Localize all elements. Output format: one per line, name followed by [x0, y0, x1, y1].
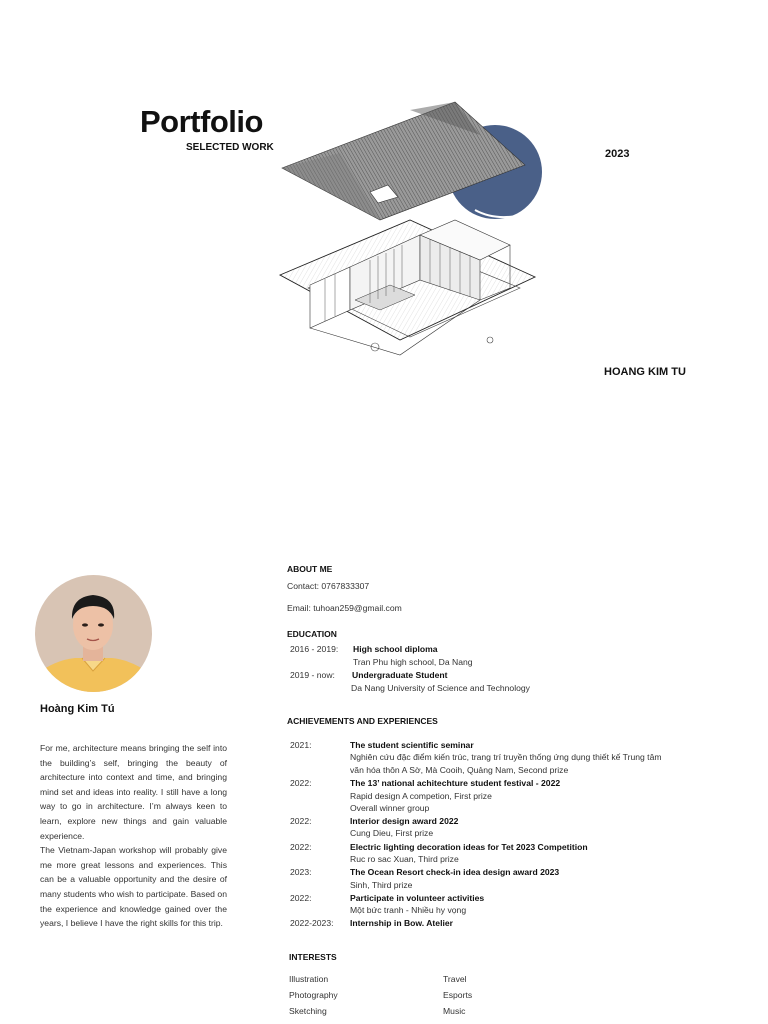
- achievement-detail: Overall winner group: [350, 803, 430, 813]
- contact-phone: Contact: 0767833307: [287, 581, 370, 591]
- education-years: 2016 - 2019:: [290, 644, 339, 654]
- avatar: [35, 575, 152, 692]
- interest-item: Illustration: [289, 974, 329, 984]
- achievement-detail: văn hóa thôn A Sờ, Mà Cooih, Quảng Nam, Second prize: [350, 765, 569, 775]
- achievement-detail: Cung Dieu, First prize: [350, 828, 434, 838]
- achievement-title: The 13’ national achitechture student festival - 2022: [350, 778, 561, 788]
- achievement-year: 2022:: [290, 842, 312, 852]
- achievement-year: 2021:: [290, 740, 312, 750]
- achievement-year: 2022-2023:: [290, 918, 334, 928]
- education-title: Undergraduate Student: [352, 670, 448, 680]
- bio-paragraph: The Vietnam-Japan workshop will probably give me more great lessons and experiences. This can be a valuable opportunity and the desire of many students who wish to participate. Based on the experience and knowledge gained over the years, I believe I have the right skills for this trip.: [40, 845, 227, 929]
- interest-item: Travel: [443, 974, 467, 984]
- achievement-detail: Sinh, Third prize: [350, 880, 413, 890]
- education-heading: EDUCATION: [287, 629, 337, 639]
- education-years: 2019 - now:: [290, 670, 335, 680]
- bio-text: [40, 741, 227, 931]
- education-detail: Da Nang University of Science and Technology: [351, 683, 530, 693]
- author-name: HOANG KIM TU: [604, 366, 686, 378]
- achievement-title: The Ocean Resort check-in idea design award 2023: [350, 867, 560, 877]
- achievement-detail: Ruc ro sac Xuan, Third prize: [350, 854, 459, 864]
- achievements-heading: ACHIEVEMENTS AND EXPERIENCES: [287, 716, 438, 726]
- achievement-title: Interior design award 2022: [350, 816, 459, 826]
- interest-item: Music: [443, 1006, 466, 1016]
- architecture-axonometric-illustration: [270, 95, 570, 390]
- portfolio-subtitle: SELECTED WORK: [186, 142, 274, 153]
- education-title: High school diploma: [353, 644, 438, 654]
- interest-item: Sketching: [289, 1006, 327, 1016]
- achievement-detail: Rapid design A competion, First prize: [350, 791, 492, 801]
- interest-item: Esports: [443, 990, 473, 1000]
- achievement-year: 2023:: [290, 867, 312, 877]
- bio-paragraph: For me, architecture means bringing the self into the building’s self, bringing the beauty of architecture into context and time, and bringing mind set and ideas into reality. I still have a long way to go in architecture. I’m always keen to learn, explore new things and gain valuable experience.: [40, 743, 227, 841]
- achievement-title: Electric lighting decoration ideas for Tet 2023 Competition: [350, 842, 588, 852]
- person-name: Hoàng Kim Tú: [40, 703, 115, 715]
- achievement-title: The student scientific seminar: [350, 740, 474, 750]
- achievement-year: 2022:: [290, 893, 312, 903]
- portfolio-title: Portfolio: [140, 104, 263, 139]
- portfolio-year: 2023: [605, 148, 630, 160]
- achievement-title: Internship in Bow. Atelier: [350, 918, 453, 928]
- achievement-detail: Nghiên cứu đặc điểm kiến trúc, trang trí truyền thống ứng dụng thiết kế Trung tâm: [350, 752, 662, 762]
- achievement-title: Participate in volunteer activities: [350, 893, 485, 903]
- achievement-detail: Một bức tranh - Nhiều hy vọng: [350, 905, 467, 915]
- education-detail: Tran Phu high school, Da Nang: [353, 657, 473, 667]
- achievement-year: 2022:: [290, 778, 312, 788]
- contact-email: Email: tuhoan259@gmail.com: [287, 603, 402, 613]
- achievement-year: 2022:: [290, 816, 312, 826]
- portrait-photo: [35, 575, 152, 692]
- interests-heading: INTERESTS: [289, 952, 337, 962]
- interest-item: Photography: [289, 990, 338, 1000]
- about-heading: ABOUT ME: [287, 564, 333, 574]
